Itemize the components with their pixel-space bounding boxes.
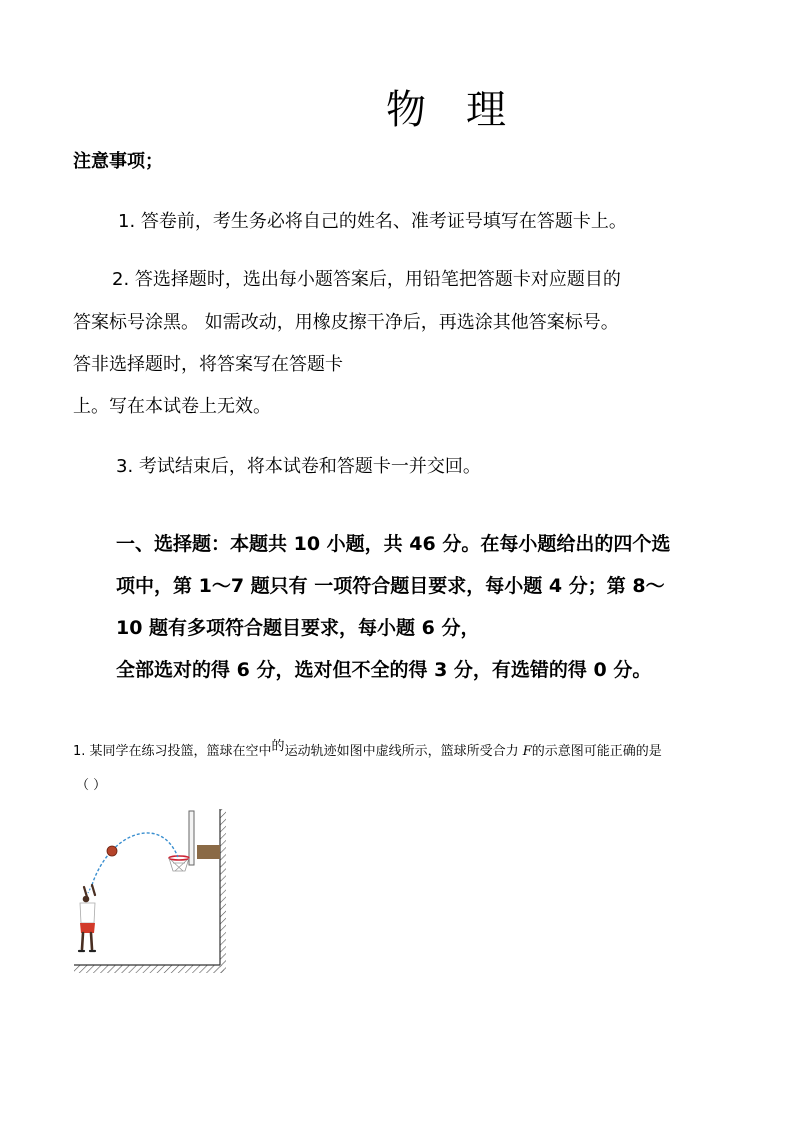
notice-item-2-line-3: 答非选择题时，将答案写在答题卡	[73, 354, 343, 375]
section-1-line-3: 10 题有多项符合题目要求，每小题 6 分，	[116, 617, 480, 639]
basketball-shot-figure	[70, 805, 230, 975]
page-title	[386, 78, 506, 135]
question-1-text	[73, 740, 662, 759]
title-char-2: 理	[466, 87, 506, 133]
title-char-1: 物	[386, 87, 426, 133]
player	[79, 885, 95, 951]
notice-item-2-line-4: 上。写在本试卷上无效。	[73, 396, 271, 417]
ground-hatch	[74, 965, 224, 973]
notice-item-3: 3. 考试结束后，将本试卷和答题卡一并交回。	[116, 456, 481, 477]
hoop-support	[197, 845, 220, 859]
backboard	[189, 811, 194, 865]
wall-hatch	[220, 809, 226, 973]
notice-item-2-line-1: 2. 答选择题时，选出每小题答案后，用铅笔把答题卡对应题目的	[112, 269, 621, 290]
question-1-text-a: 1. 某同学在练习投篮，篮球在空中	[73, 744, 272, 759]
question-1-text-b: 运动轨迹如图中虚线所示，篮球所受合力	[284, 744, 523, 759]
trajectory-dashed-line	[92, 833, 178, 885]
notice-heading: 注意事项；	[73, 151, 163, 172]
basketball	[107, 846, 117, 856]
hoop-rim	[169, 856, 189, 860]
notice-item-2-line-2: 答案标号涂黑。 如需改动，用橡皮擦干净后，再选涂其他答案标号。	[73, 312, 619, 333]
force-symbol: F	[522, 744, 532, 759]
question-1-text-small: 的	[271, 739, 285, 754]
answer-blank: （ ）	[76, 778, 107, 793]
section-1-line-1: 一、选择题：本题共 10 小题，共 46 分。在每小题给出的四个选	[116, 533, 671, 555]
section-1-line-4: 全部选对的得 6 分，选对但不全的得 3 分，有选错的得 0 分。	[116, 659, 652, 681]
question-1-text-c: 的示意图可能正确的是	[531, 744, 662, 759]
notice-item-1: 1. 答卷前，考生务必将自己的姓名、准考证号填写在答题卡上。	[118, 211, 627, 232]
section-1-line-2: 项中，第 1～7 题只有 一项符合题目要求，每小题 4 分；第 8～	[116, 575, 665, 597]
